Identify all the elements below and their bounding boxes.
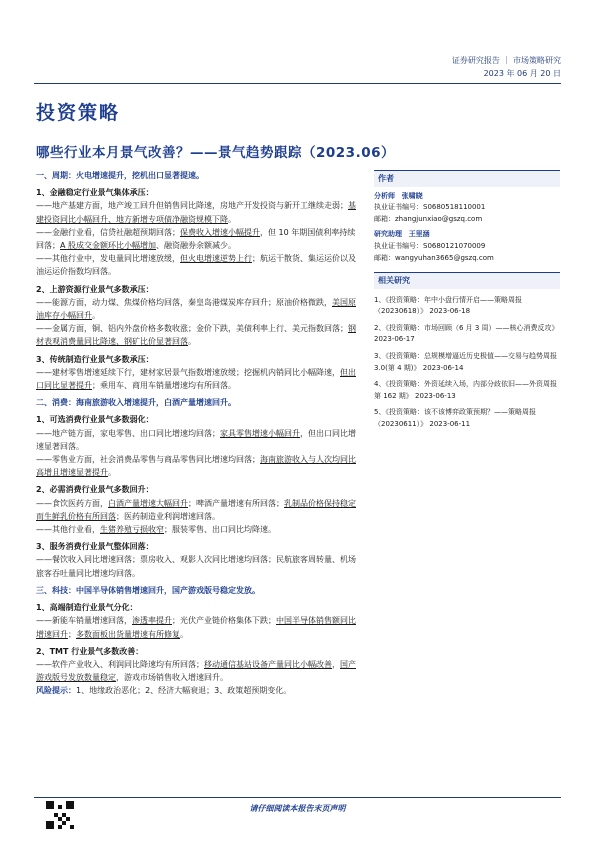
subsection-heading: 3、服务消费行业景气整体回落： [36, 542, 154, 552]
paragraph: ——建材零售增速延续下行，建材家居景气指数增速放缓；挖掘机内销同比小幅降速，但出口同比显著提升；乘用车、商用车销量增速均有所回落。 [36, 367, 356, 391]
report-date: 2023 年 06 月 20 日 [483, 69, 561, 78]
subsection-heading: 2、上游资源行业景气多数承压： [36, 284, 154, 294]
footer-disclaimer: 请仔细阅读本报告末页声明 [249, 804, 346, 813]
related-item[interactable]: 2、《投资策略：市场回顾（6 月 3 周）——核心消费反攻》 2023-06-17 [374, 323, 559, 344]
paragraph: ——食饮医药方面，白酒产量增速大幅回升；啤酒产量增速有所回落；乳制品价格保持稳定而生鲜乳价格有所回落；医药制造业利润增速回落。 [36, 498, 356, 521]
paragraph: ——零售业方面，社会消费品零售与商品零售同比增速均回落；海南旅游收入与人次均同比高增且增速显著提升。 [36, 455, 356, 478]
subsection-heading: 1、金融稳定行业景气集体承压： [36, 188, 154, 198]
assistant-line: 研究助理 王里涵 [374, 230, 430, 239]
related-heading: 相关研究 [374, 272, 560, 289]
brand-title: 投资策略 [36, 102, 121, 124]
related-item[interactable]: 4、《投资策略：外资延续入场，内部分歧依旧——外资周报第 162 期》 2023-06-13 [374, 380, 557, 400]
related-item[interactable]: 5、《投资策略：该不该博弈政策预期？——策略周报（20230611）》 2023-06-11 [374, 408, 536, 428]
authors-heading: 作者 [374, 170, 560, 187]
subsection-heading: 3、传统制造行业景气多数承压： [36, 354, 154, 364]
section-cycle-summary: 一、周期：火电增速提升，挖机出口显著提速。 [36, 171, 204, 180]
main-content [36, 169, 358, 698]
section-consumer-summary: 二、消费：海南旅游收入增速提升，白酒产量增速回升。 [36, 398, 236, 408]
subsection-heading: 2、必需消费行业景气多数回升： [36, 485, 154, 495]
header-divider [34, 83, 561, 84]
subsection-heading: 1、可选消费行业景气多数弱化： [36, 415, 154, 425]
paragraph: ——金融行业看，信贷社融超预期回落；保费收入增速小幅提升，但 10 年期国债利率持续回落；A 股成交金额环比小幅增加、融资融券余额减少。 [36, 227, 356, 251]
report-category: 证券研究报告 ｜ 市场策略研究 [451, 56, 561, 65]
authors-panel [374, 170, 560, 264]
paragraph: ——软件产业收入、利润同比降速均有所回落；移动通信基站设备产量同比小幅改善，国产游戏版号发放数量稳定，游戏市场销售收入增速回升。 [36, 659, 356, 683]
related-research-panel [374, 272, 560, 431]
paragraph: ——能源方面，动力煤、焦煤价格均回落，秦皇岛港煤炭库存回升；原油价格微跌，美国原油库存小幅回升。 [36, 297, 356, 321]
subsection-heading: 1、高端制造行业景气分化： [36, 603, 138, 613]
paragraph: ——地产基建方面，地产竣工回升但销售同比降速，房地产开发投资与新开工继续走弱；基建投资同比小幅回升、地方新增专项债净融资规模下降。 [36, 201, 356, 224]
assistant-email[interactable]: 邮箱：wangyuhan3665@gszq.com [374, 253, 494, 262]
paragraph: ——其他行业看，生猪养殖亏损收窄；服装零售、出口同比均降速。 [36, 525, 276, 535]
related-item[interactable]: 1、《投资策略：年中小盘行情开启——策略周报（20230618）》 2023-06-18 [374, 295, 522, 316]
paragraph: ——新能车销量增速回落，渗透率提升；光伏产业链价格集体下跌；中国半导体销售额同比增速回升；多数面板出货量增速有所修复。 [36, 616, 356, 639]
assistant-cert: 执业证书编号：S0680121070009 [374, 241, 486, 250]
subsection-heading: 2、TMT 行业景气多数改善： [36, 646, 144, 656]
section-tech-summary: 三、科技：中国半导体销售增速回升，国产游戏版号稳定发放。 [36, 585, 260, 595]
paragraph: ——其他行业中，发电量同比增速放缓，但火电增速逆势上行；航运干散货、集运运价以及油运运价指数均回落。 [36, 254, 356, 277]
paragraph: ——地产链方面，家电零售、出口同比增速均回落；家具零售增速小幅回升，但出口同比增速显著回落。 [36, 428, 356, 451]
paragraph: ——餐饮收入同比增速回落；票房收入、观影人次同比增速均回落；民航旅客周转量、机场旅客吞吐量同比增速均回落。 [36, 555, 356, 578]
analyst-line: 分析师 张啸晓 [374, 191, 423, 200]
analyst-email[interactable]: 邮箱：zhangjunxiao@gszq.com [374, 214, 483, 223]
related-item[interactable]: 3、《投资策略：总规模增逼近历史极值——交易与趋势周报 3.0(第 4 期)》 2023-06-14 [374, 351, 557, 372]
paragraph: ——金属方面，铜、铝内外盘价格多数收涨；金价下跌，美债利率上行、美元指数回落；钢材表观消费量同比降速、钢矿比价显著回落。 [36, 324, 356, 347]
risk-warning: 风险提示：1、地缘政治恶化；2、经济大幅衰退；3、政策超预期变化。 [36, 686, 292, 696]
analyst-cert: 执业证书编号：S0680518110001 [374, 203, 486, 212]
page-title: 哪些行业本月景气改善？——景气趋势跟踪（2023.06） [36, 145, 395, 161]
footer-divider [34, 797, 561, 798]
